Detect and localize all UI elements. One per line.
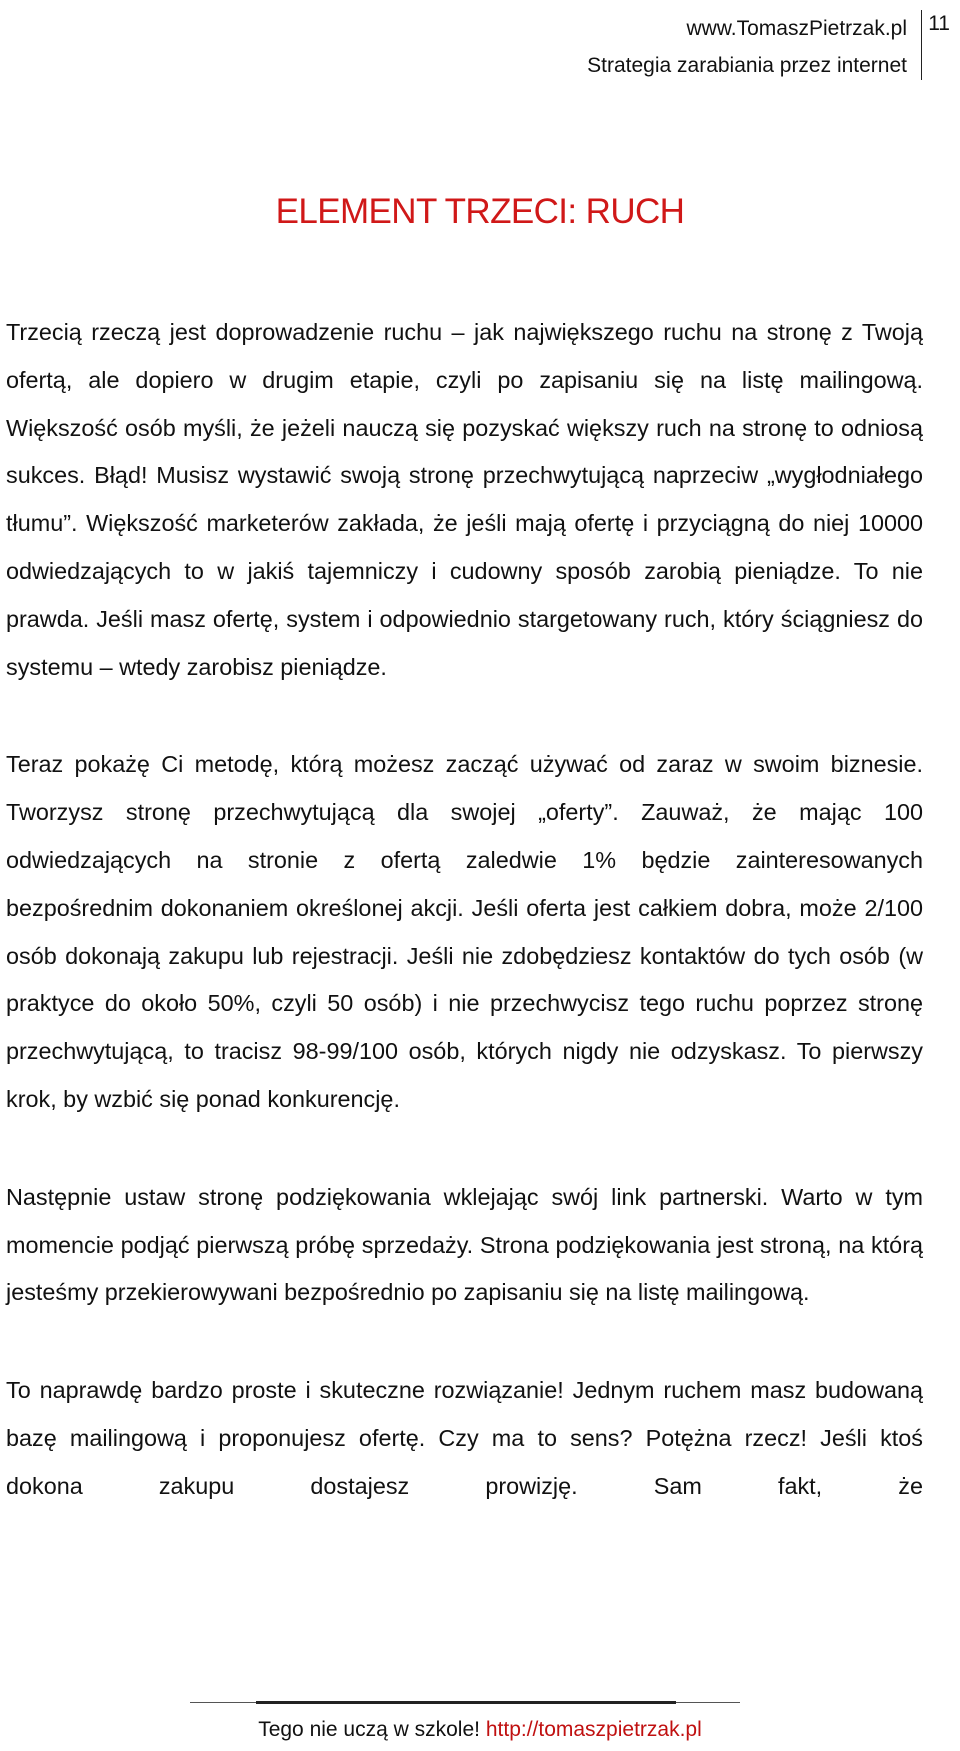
footer-divider xyxy=(190,1702,740,1703)
paragraph: Następnie ustaw stronę podziękowania wklejając swój link partnerski. Warto w tym momencie podjąć pierwszą próbę sprzedaży. Strona podziękowania jest stroną, na którą jesteśmy przekierowywani bezpośrednio po zapisaniu się na listę mailingową. xyxy=(6,1183,923,1306)
footer-text: Tego nie uczą w szkole! xyxy=(258,1718,480,1741)
document-body xyxy=(6,309,923,1511)
page-header xyxy=(0,0,960,84)
paragraph: Teraz pokażę Ci metodę, którą możesz zacząć używać od zaraz w swoim biznesie. Tworzysz stronę przechwytującą dla swojej „oferty”. Zauważ, że mając 100 odwiedzających na stronie z ofertą zaledwie 1% będzie zainteresowanych bezpośrednim dokonaniem określonej akcji. Jeśli oferta jest całkiem dobra, może 2/100 osób dokonają zakupu lub rejestracji. Jeśli nie zdobędziesz kontaktów do tych osób (w praktyce do około 50%, czyli 50 osób) i nie przechwycisz tego ruchu poprzez stronę przechwytującą, to tracisz 98-99/100 osób, których nigdy nie odzyskasz. To pierwszy krok, by wzbić się ponad konkurencję. xyxy=(6,751,923,1112)
footer-link[interactable]: http://tomaszpietrzak.pl xyxy=(485,1718,702,1741)
paragraph: To naprawdę bardzo proste i skuteczne rozwiązanie! Jednym ruchem masz budowaną bazę mailingową i proponujesz ofertę. Czy ma to sens? Potężna rzecz! Jeśli ktoś dokona zakupu dostajesz prowizję. Sam fakt, że xyxy=(6,1377,923,1499)
paragraph: Trzecią rzeczą jest doprowadzenie ruchu – jak największego ruchu na stronę z Twoją ofertą, ale dopiero w drugim etapie, czyli po zapisaniu się na listę mailingową. Większość osób myśli, że jeżeli nauczą się pozyskać większy ruch na stronę to odniosą sukces. Błąd! Musisz wystawić swoją stronę przechwytującą naprzeciw „wygłodniałego tłumu”. Większość marketerów zakłada, że jeśli mają ofertę i przyciągną do niej 10000 odwiedzających to w jakiś tajemniczy i cudowny sposób zarobią pieniądze. To nie prawda. Jeśli masz ofertę, system i odpowiednio stargetowany ruch, który ściągniesz do systemu – wtedy zarobisz pieniądze. xyxy=(6,319,923,680)
header-subtitle: Strategia zarabiania przez internet xyxy=(587,54,907,77)
header-block xyxy=(407,10,922,80)
header-site-link[interactable]: www.TomaszPietrzak.pl xyxy=(686,17,907,40)
section-title: ELEMENT TRZECI: RUCH xyxy=(275,192,685,231)
page-footer xyxy=(0,1715,960,1745)
page-number: 11 xyxy=(928,12,950,35)
